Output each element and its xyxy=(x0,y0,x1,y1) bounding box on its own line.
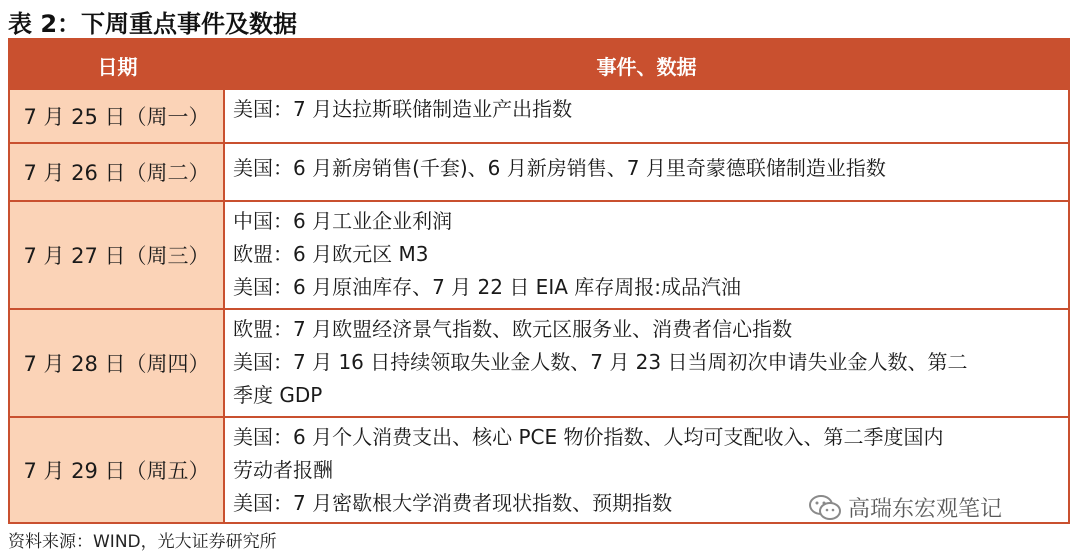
date-cell: 7 月 28 日（周四） xyxy=(10,310,225,416)
event-line: 欧盟：6 月欧元区 M3 xyxy=(233,242,429,266)
table-header xyxy=(10,40,1068,90)
events-cell xyxy=(225,310,1068,416)
table-row xyxy=(10,308,1068,416)
event-line: 美国：6 月个人消费支出、核心 PCE 物价指数、人均可支配收入、第二季度国内 xyxy=(233,425,944,449)
table-row xyxy=(10,142,1068,200)
watermark-text: 高瑞东宏观笔记 xyxy=(848,497,1003,522)
event-line: 欧盟：7 月欧盟经济景气指数、欧元区服务业、消费者信心指数 xyxy=(233,317,793,341)
date-cell: 7 月 26 日（周二） xyxy=(10,144,225,200)
header-date: 日期 xyxy=(97,54,138,79)
watermark xyxy=(808,492,1002,523)
date-cell: 7 月 25 日（周一） xyxy=(10,90,225,142)
table-title: 表 2：下周重点事件及数据 xyxy=(8,10,298,38)
event-line: 季度 GDP xyxy=(233,383,323,407)
event-line: 中国：6 月工业企业利润 xyxy=(233,209,453,233)
event-line: 美国：7 月密歇根大学消费者现状指数、预期指数 xyxy=(233,491,673,515)
events-cell xyxy=(225,144,1068,200)
events-table xyxy=(8,38,1070,524)
events-cell xyxy=(225,202,1068,308)
source-note: 资料来源：WIND，光大证券研究所 xyxy=(8,532,277,552)
event-line: 美国：6 月新房销售(千套)、6 月新房销售、7 月里奇蒙德联储制造业指数 xyxy=(233,156,886,180)
header-events: 事件、数据 xyxy=(596,54,697,79)
event-line: 美国：6 月原油库存、7 月 22 日 EIA 库存周报:成品汽油 xyxy=(233,275,741,299)
date-cell: 7 月 27 日（周三） xyxy=(10,202,225,308)
event-line: 美国：7 月达拉斯联储制造业产出指数 xyxy=(233,97,573,121)
date-cell: 7 月 29 日（周五） xyxy=(10,418,225,522)
event-line: 美国：7 月 16 日持续领取失业金人数、7 月 23 日当周初次申请失业金人数、第二 xyxy=(233,350,968,374)
table-row xyxy=(10,90,1068,142)
event-line: 劳动者报酬 xyxy=(233,458,333,482)
wechat-icon xyxy=(808,494,842,522)
table-row xyxy=(10,200,1068,308)
events-cell xyxy=(225,90,1068,142)
